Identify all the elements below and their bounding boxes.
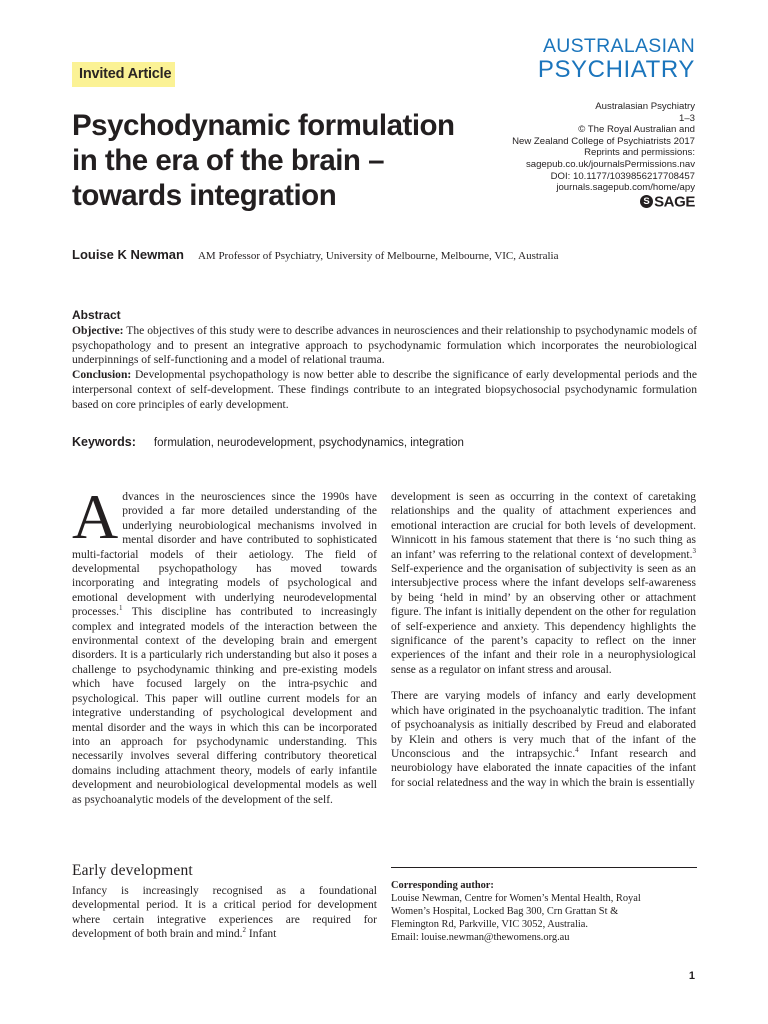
paragraph-text: dvances in the neurosciences since the 1990s have provided a far more detailed understanding of the underlying neurobiological mechanisms involved in mental disorder and have contributed to sophisticated multi-factorial models of their aetiology. The field of developmental psychopathology has moved towards incorporating and integrating models of psychological and emotional development with underlying neurodevelopmental processes. [72,491,377,619]
paragraph-text: Infancy is increasingly recognised as a foundational developmental period. It is a critical period for development where certain integrative experiences are required for development of both brain and mind. [72,885,377,941]
paragraph-text: This discipline has contributed to increasingly complex and integrated models of the interaction between the environmental context of the developing brain and emergent disorders. It is a particularly rich understanding but also it poses a challenge to psychodynamic thinking and pre-existing models which have focused largely on the intra-psychic and psychological. This paper will outline current models for an integrative understanding of psychological development and mental disorder and the ways in which this can be incorporated into an approach for psychodynamic understanding. This necessarily involves several differing contributory theoretical domains including attachment theory, models of early infantile development and neurobiological developmental models as well as psychoanalytic models of the development of the self. [72,606,377,806]
keywords-label: Keywords: [72,435,136,449]
abstract-objective [72,324,697,368]
keywords [72,433,464,451]
conclusion-text: Developmental psychopathology is now better able to describe the significance of early developmental periods and the interpersonal context of self-development. These findings contribute to an integrated biopsychosocial psychodynamic formulation based on core principles of early development. [72,368,697,411]
paragraph-text: Infant research and neurobiology have elaborated the innate capacities of the infant for social relatedness and the way in which the brain is essentially [391,747,696,789]
publisher-logo [640,193,695,210]
meta-line: Reprints and permissions: [584,147,695,159]
meta-line: New Zealand College of Psychiatrists 2017 [512,135,695,147]
article-type-label: Invited Article [79,66,172,82]
sage-logo-icon: S [640,195,653,208]
publication-meta [512,101,695,194]
corresponding-author [391,879,697,944]
keywords-text: formulation, neurodevelopment, psychodynamics, integration [153,437,464,449]
page-number: 1 [688,970,695,982]
body-column-right [391,490,696,790]
author-name: Louise K Newman [72,247,184,262]
meta-line: DOI: 10.1177/1039856217708457 [550,170,695,182]
drop-cap: A [72,481,119,552]
journal-name-line1: AUSTRALASIAN [542,35,695,57]
footnote-divider [391,867,697,868]
abstract-heading: Abstract [72,308,121,322]
objective-label: Objective: [72,323,124,337]
paragraph-text: Self-experience and the organisation of subjectivity is seen as an intersubjective process where the infant develops self-awareness by being ‘held in mind’ by an observing other or attachment figure. The infant is initially dependent on the other for regulation of self-experience and anxiety. This dependency highlights the significance of the parent’s capacity to reflect on the inner experiences of the infant and their role in a neurophysiological sense as a regulator on infant stress and arousal. [391,563,696,676]
meta-line: sagepub.co.uk/journalsPermissions.nav [525,158,695,170]
article-title: Psychodynamic formulation in the era of the brain – towards integration [72,109,455,212]
corresponding-line: Flemington Rd, Parkville, VIC 3052, Australia. [391,919,588,930]
abstract [72,308,697,413]
reference-marker: 1 [118,604,123,613]
body-column-left-lower [72,884,377,942]
journal-name-line2: PSYCHIATRY [537,56,695,83]
body-paragraph [391,689,696,790]
conclusion-label: Conclusion: [72,368,132,382]
publisher-name: SAGE [654,193,695,211]
paragraph-text: development is seen as occurring in the context of caretaking relationships and the quality of attachment experiences and emotional interaction are crucial for both levels of development. Winnicott in his famous statement that there is ‘no such thing as an infant’ was referring to the relational context of development. [391,491,696,561]
paragraph-text: Infant [246,928,277,941]
corresponding-line: Women’s Hospital, Locked Bag 300, Crn Grattan St & [391,906,619,917]
body-paragraph [72,884,377,942]
corresponding-line: Louise Newman, Centre for Women’s Mental Health, Royal [391,893,641,904]
author-affiliation: AM Professor of Psychiatry, University of Melbourne, Melbourne, VIC, Australia [197,250,559,262]
section-heading: Early development [72,862,193,879]
article-type-badge [72,62,175,87]
corresponding-author-label: Corresponding author: [391,880,494,891]
body-paragraph [72,481,377,807]
meta-line: journals.sagepub.com/home/apy [556,182,695,194]
paragraph-text: There are varying models of infancy and early development which have originated in the psychoanalytic tradition. The infant of psychoanalysis as initially described by Freud and elaborated by Klein and others is very much that of the infant of the Unconscious and the intrapsychic. [391,690,696,760]
meta-line: Australasian Psychiatry [595,101,695,112]
corresponding-email: Email: louise.newman@thewomens.org.au [391,932,570,943]
reference-marker: 2 [242,926,247,935]
reference-marker: 4 [575,746,579,755]
body-paragraph [391,490,696,677]
author-line [72,246,558,264]
reference-marker: 3 [692,546,696,555]
body-column-left [72,481,377,807]
abstract-conclusion [72,368,697,412]
objective-text: The objectives of this study were to describe advances in neurosciences and their relationship to psychodynamic models of psychopathology and to present an integrative approach to psychodynamic formulation which incorporates the neurobiological underpinnings of self-functioning and a model of relational trauma. [72,323,697,367]
meta-line: © The Royal Australian and [578,124,695,136]
meta-line: 1–3 [678,112,695,124]
